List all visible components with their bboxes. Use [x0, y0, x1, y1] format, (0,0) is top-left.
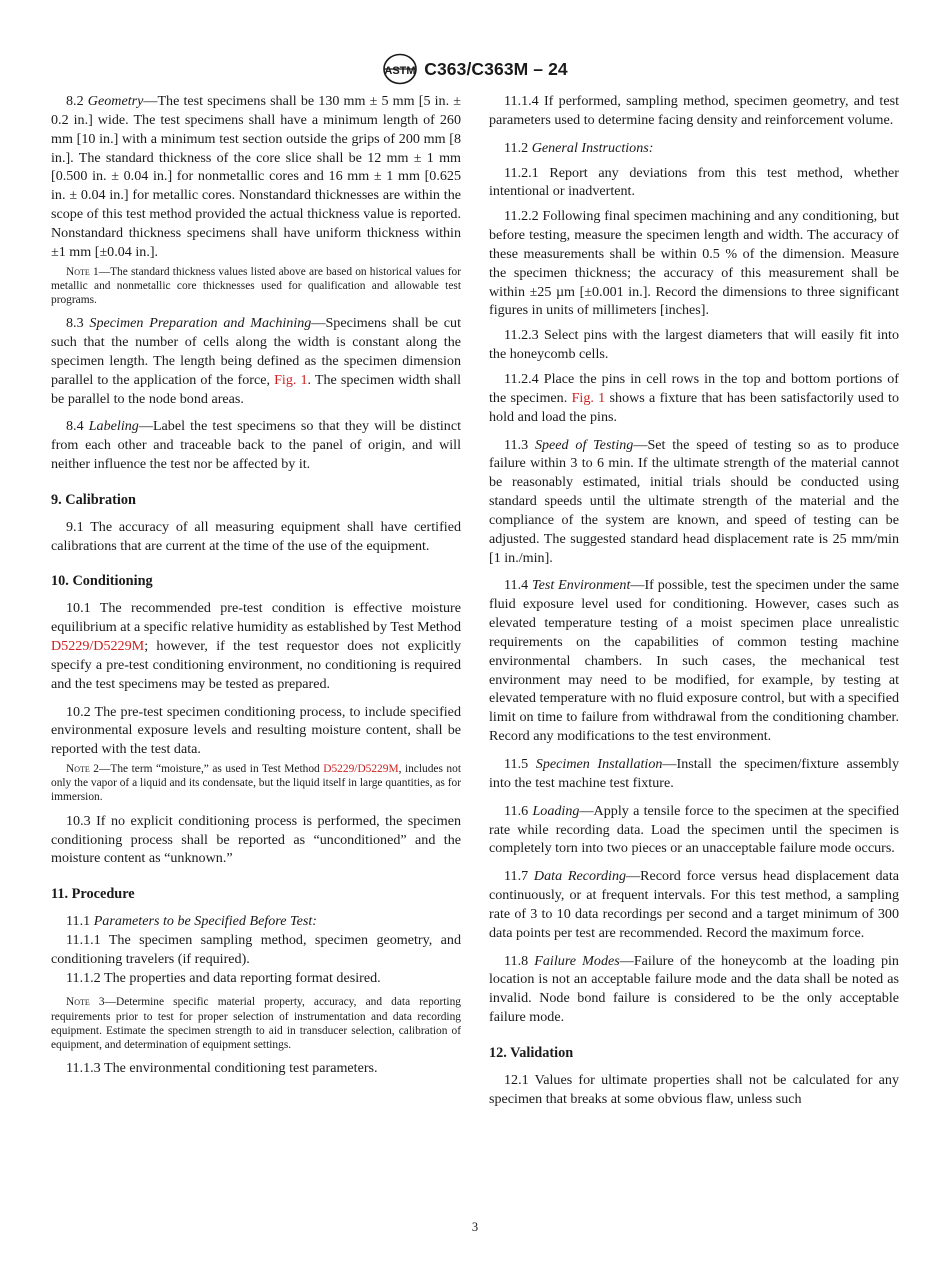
section-11-8 — [489, 952, 899, 1027]
section-title: Labeling — [88, 418, 139, 435]
section-11-4 — [489, 576, 899, 746]
section-number: 11.7 — [504, 868, 529, 885]
section-number: 11.3 — [504, 436, 529, 453]
section-title: Data Recording — [533, 868, 627, 885]
section-11-2-4 — [489, 370, 899, 427]
section-11-2 — [489, 139, 899, 158]
section-text: ; however, if the test requestor does not explicitly specify a pre-test conditioning environment, no conditioning is required and the test specimens may be tested as prepared. — [51, 638, 461, 692]
note-1 — [51, 265, 461, 308]
note-text: —The term “moisture,” as used in Test Method — [99, 763, 320, 776]
heading-calibration: 9. Calibration — [51, 491, 136, 508]
section-text: —If possible, test the specimen under the same fluid exposure level used for conditioning. However, cases such as elevated temperature testing of a moist specimen place unrealistic requirements on the capabilities of common testing machine environmental chambers. In such cases, the mechanical test environment may need to be modified, for example, by testing at elevated temperature with no fluid exposure control, but with a specified limit on time to failure from withdrawal from the conditioning chamber. Record any modifications to the test environment. — [489, 577, 899, 745]
section-text: —Record force versus head displacement data continuously, or at frequent intervals. For this test method, a sampling rate of 3 to 10 data recordings per second and a target minimum of 300 data points per test are recommended. Record the maximum force. — [489, 868, 899, 941]
section-text: —Set the speed of testing so as to produce failure within 3 to 6 min. If the ultimate strength of the material cannot be reasonably estimated, initial trials should be conducted using standard speeds until the ultimate strength of the material and the compliance of the system are known, and speed of testing can be adjusted. The suggested standard head displacement rate is 25 mm/min [1 in./min]. — [489, 436, 900, 566]
section-11-6 — [489, 802, 899, 859]
note-text: —Determine specific material property, accuracy, and data reporting requirements prior to test for proper selection of instrumentation and data recording equipment. Estimate the specimen strength to aid in transducer selection, calibration of equipment, and determination of equipment settings. — [51, 996, 461, 1052]
section-number: 8.3 — [66, 315, 84, 332]
section-8-3 — [51, 314, 461, 408]
page-header — [0, 52, 950, 86]
note-label: Note 2 — [66, 763, 99, 776]
note-text: , includes not only the vapor of a liquid and its condensate, but the liquid itself in large quantities, as for immersion. — [51, 763, 461, 804]
section-number: 8.2 — [66, 93, 84, 109]
section-text: —Failure of the honeycomb at the loading pin location is not an acceptable failure mode and the data shall be noted as invalid. Node bond failure is considered to be the only acceptable failure mode. — [489, 952, 899, 1026]
page-number: 3 — [471, 1220, 479, 1234]
section-title: Parameters to be Specified Before Test: — [93, 913, 317, 930]
figure-1-link[interactable]: Fig. 1 — [274, 371, 308, 388]
section-11-2-3: 11.2.3 Select pins with the largest diameters that will easily fit into the honeycomb cells. — [489, 327, 899, 363]
section-number: 11.6 — [504, 802, 529, 819]
section-11-1 — [51, 912, 461, 931]
document-title: C363/C363M – 24 — [424, 58, 568, 79]
d5229-link[interactable]: D5229/D5229M — [323, 763, 399, 776]
right-column — [489, 92, 899, 1115]
note-text: —The standard thickness values listed above are based on historical values for metallic and nonmetallic core thicknesses used for qualification and allowable test programs. — [51, 265, 461, 306]
section-text: —The test specimens shall be 130 mm ± 5 mm [5 in. ± 0.2 in.] wide. The test specimens shall have a minimum length of 260 mm [10 in.] with a minimum test section outside the grips of 200 mm [8 in.]. The standard thickness of the core slice shall be 12 mm ± 1 mm [0.500 in. ± 0.04 in.] for nonmetallic cores and 16 mm ± 1 mm [0.625 in. ± 0.04 in.] for metallic cores. Nonstandard thicknesses are within the scope of this test method provided the actual thickness value is reported. Nonstandard thickness specimens shall have uniform thickness within ±1 mm [±0.04 in.]. — [51, 93, 461, 260]
section-text: —Label the test specimens so that they will be distinct from each other and traceable back to the panel of origin, and will neither influence the test nor be affected by it. — [51, 418, 461, 473]
section-11-2-2: 11.2.2 Following final specimen machining and any conditioning, but before testing, measure the specimen length and width. The accuracy of these measurements shall be within 0.5 % of the dimension. Measure the specimen thickness; the accuracy of this measurement shall be within ±25 µm [±0.001 in.]. Record the dimensions to three significant figures in units of millimeters [inches]. — [489, 208, 899, 319]
section-title: Specimen Installation — [535, 756, 663, 772]
section-11-1-4: 11.1.4 If performed, sampling method, specimen geometry, and test parameters used to determine facing density and reinforcement volume. — [489, 93, 899, 128]
section-11-1-1: 11.1.1 The specimen sampling method, specimen geometry, and conditioning travelers (if required). — [51, 931, 461, 967]
section-8-2 — [51, 92, 461, 262]
section-11-3 — [489, 436, 899, 568]
section-text: —Install the specimen/fixture assembly into the test machine test fixture. — [489, 756, 899, 791]
section-title: Speed of Testing — [534, 436, 634, 453]
section-number: 11.5 — [504, 756, 529, 772]
heading-conditioning: 10. Conditioning — [51, 573, 153, 590]
svg-text:ASTM: ASTM — [384, 65, 416, 77]
section-10-2: 10.2 The pre-test specimen conditioning process, to include specified environmental exposure levels and resulting moisture content, shall be reported with the test data. — [51, 703, 461, 758]
section-title: Loading — [532, 802, 580, 819]
heading-validation: 12. Validation — [489, 1044, 574, 1061]
section-11-2-1: 11.2.1 Report any deviations from this test method, whether intentional or inadvertent. — [489, 164, 899, 200]
section-title: Test Environment — [532, 577, 631, 594]
section-text: 11.2.4 Place the pins in cell rows in the top and bottom portions of the specimen. — [489, 370, 899, 406]
section-title: General Instructions: — [531, 139, 654, 156]
section-11-1-3: 11.1.3 The environmental conditioning test parameters. — [66, 1060, 378, 1077]
section-text: . The specimen width shall be parallel to the node bond areas. — [51, 371, 462, 407]
section-number: 11.2 — [504, 139, 529, 156]
section-number: 11.8 — [504, 952, 529, 969]
section-8-4 — [51, 417, 461, 474]
section-number: 8.4 — [66, 418, 84, 435]
section-number: 11.4 — [504, 577, 529, 594]
astm-logo-icon — [382, 53, 418, 85]
left-column — [51, 92, 461, 1084]
section-11-5 — [489, 755, 899, 793]
note-label: Note 3 — [66, 996, 105, 1009]
section-title: Failure Modes — [534, 952, 620, 969]
section-11-1-2: 11.1.2 The properties and data reporting format desired. — [66, 969, 381, 986]
section-text: —Specimens shall be cut such that the number of cells along the width is constant along the specimen length. The length being defined as the specimen dimension parallel to the application of the force, — [51, 315, 462, 388]
section-text: shows a fixture that has been satisfactorily used to hold and load the pins. — [489, 389, 900, 425]
section-title: Specimen Preparation and Machining — [89, 315, 312, 332]
d5229-link[interactable]: D5229/D5229M — [51, 638, 145, 655]
section-12-1: 12.1 Values for ultimate properties shall not be calculated for any specimen that breaks at some obvious flaw, unless such — [489, 1071, 899, 1107]
section-text: —Apply a tensile force to the specimen at the specified rate while recording data. Load the specimen until the specimen is completely torn into two pieces or an unacceptable failure mode occurs. — [489, 802, 899, 857]
section-10-1 — [51, 599, 461, 693]
note-label: Note 1 — [66, 265, 99, 278]
note-3 — [51, 995, 461, 1052]
section-11-7 — [489, 867, 899, 942]
section-10-3: 10.3 If no explicit conditioning process is performed, the specimen conditioning process shall be reported as “unconditioned” and the moisture content as “unknown.” — [51, 812, 461, 867]
section-text: 10.1 The recommended pre-test condition is effective moisture equilibrium at a specific relative humidity as established by Test Method — [51, 600, 461, 636]
figure-1-link[interactable]: Fig. 1 — [571, 389, 606, 406]
section-9-1: 9.1 The accuracy of all measuring equipment shall have certified calibrations that are current at the time of the use of the equipment. — [51, 518, 461, 554]
section-title: Geometry — [87, 93, 144, 109]
note-2 — [51, 762, 461, 805]
section-number: 11.1 — [66, 913, 91, 930]
heading-procedure: 11. Procedure — [51, 886, 135, 903]
